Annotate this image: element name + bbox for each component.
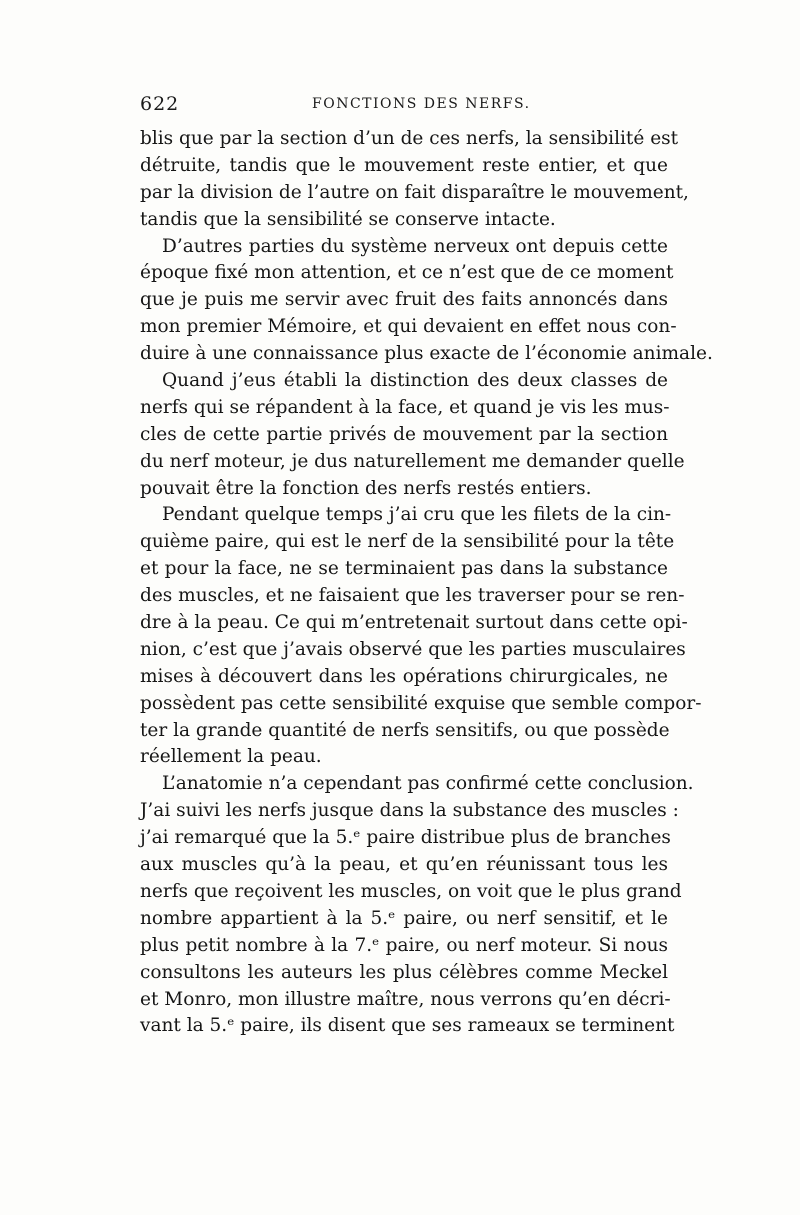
text-line: nerfs qui se répandent à la face, et quand je vis les mus- — [140, 396, 670, 418]
body-text — [140, 126, 713, 1040]
text-line: aux muscles qu’à la peau, et qu’en réunissant tous les — [140, 854, 668, 876]
text-line: D’autres parties du système nerveux ont depuis cette — [162, 235, 668, 257]
text-line: par la division de l’autre on fait disparaître le mouvement, — [140, 181, 689, 203]
text-line: et Monro, mon illustre maître, nous verrons qu’en décri- — [140, 988, 671, 1010]
text-line: nion, c’est que j’avais observé que les parties musculaires — [140, 638, 686, 660]
page-header — [140, 93, 668, 117]
text-line: L’anatomie n’a cependant pas confirmé cette conclusion. — [162, 773, 694, 795]
text-line: vant la 5.ᵉ paire, ils disent que ses rameaux se terminent — [140, 1015, 675, 1037]
running-head: FONCTIONS DES NERFS. — [312, 96, 531, 112]
paragraph — [140, 234, 713, 368]
text-line: des muscles, et ne faisaient que les traverser pour se ren- — [140, 585, 685, 607]
text-line: mon premier Mémoire, et qui devaient en effet nous con- — [140, 316, 677, 338]
text-line: Quand j’eus établi la distinction des deux classes de — [162, 370, 668, 392]
text-line: cles de cette partie privés de mouvement par la section — [140, 423, 668, 445]
paragraph — [140, 771, 694, 1040]
text-line: ter la grande quantité de nerfs sensitifs, ou que possède — [140, 719, 670, 741]
text-line: plus petit nombre à la 7.ᵉ paire, ou nerf moteur. Si nous — [140, 934, 668, 956]
paragraph — [140, 126, 689, 234]
text-line: consultons les auteurs les plus célèbres comme Meckel — [140, 961, 668, 983]
text-line: duire à une connaissance plus exacte de l’économie animale. — [140, 343, 713, 365]
text-line: mises à découvert dans les opérations chirurgicales, ne — [140, 665, 668, 687]
paragraph — [140, 502, 702, 771]
text-line: réellement la peau. — [140, 746, 322, 768]
text-line: pouvait être la fonction des nerfs restés entiers. — [140, 477, 592, 499]
text-line: détruite, tandis que le mouvement reste entier, et que — [140, 154, 668, 176]
text-line: possèdent pas cette sensibilité exquise que semble compor- — [140, 692, 702, 714]
text-line: j’ai remarqué que la 5.ᵉ paire distribue plus de branches — [140, 827, 671, 849]
text-line: quième paire, qui est le nerf de la sensibilité pour la tête — [140, 531, 675, 553]
page-number: 622 — [140, 93, 180, 115]
text-line: que je puis me servir avec fruit des faits annoncés dans — [140, 289, 668, 311]
paragraph — [140, 368, 685, 502]
text-line: tandis que la sensibilité se conserve intacte. — [140, 208, 556, 230]
text-line: nombre appartient à la 5.ᵉ paire, ou nerf sensitif, et le — [140, 907, 668, 929]
text-line: Pendant quelque temps j’ai cru que les filets de la cin- — [162, 504, 672, 526]
text-line: époque fixé mon attention, et ce n’est que de ce moment — [140, 262, 674, 284]
text-line: J’ai suivi les nerfs jusque dans la substance des muscles : — [140, 800, 679, 822]
text-line: et pour la face, ne se terminaient pas dans la substance — [140, 558, 668, 580]
text-line: du nerf moteur, je dus naturellement me demander quelle — [140, 450, 685, 472]
text-line: blis que par la section d’un de ces nerfs, la sensibilité est — [140, 128, 679, 149]
text-line: nerfs que reçoivent les muscles, on voit que le plus grand — [140, 880, 682, 902]
text-line: dre à la peau. Ce qui m’entretenait surtout dans cette opi- — [140, 612, 688, 634]
